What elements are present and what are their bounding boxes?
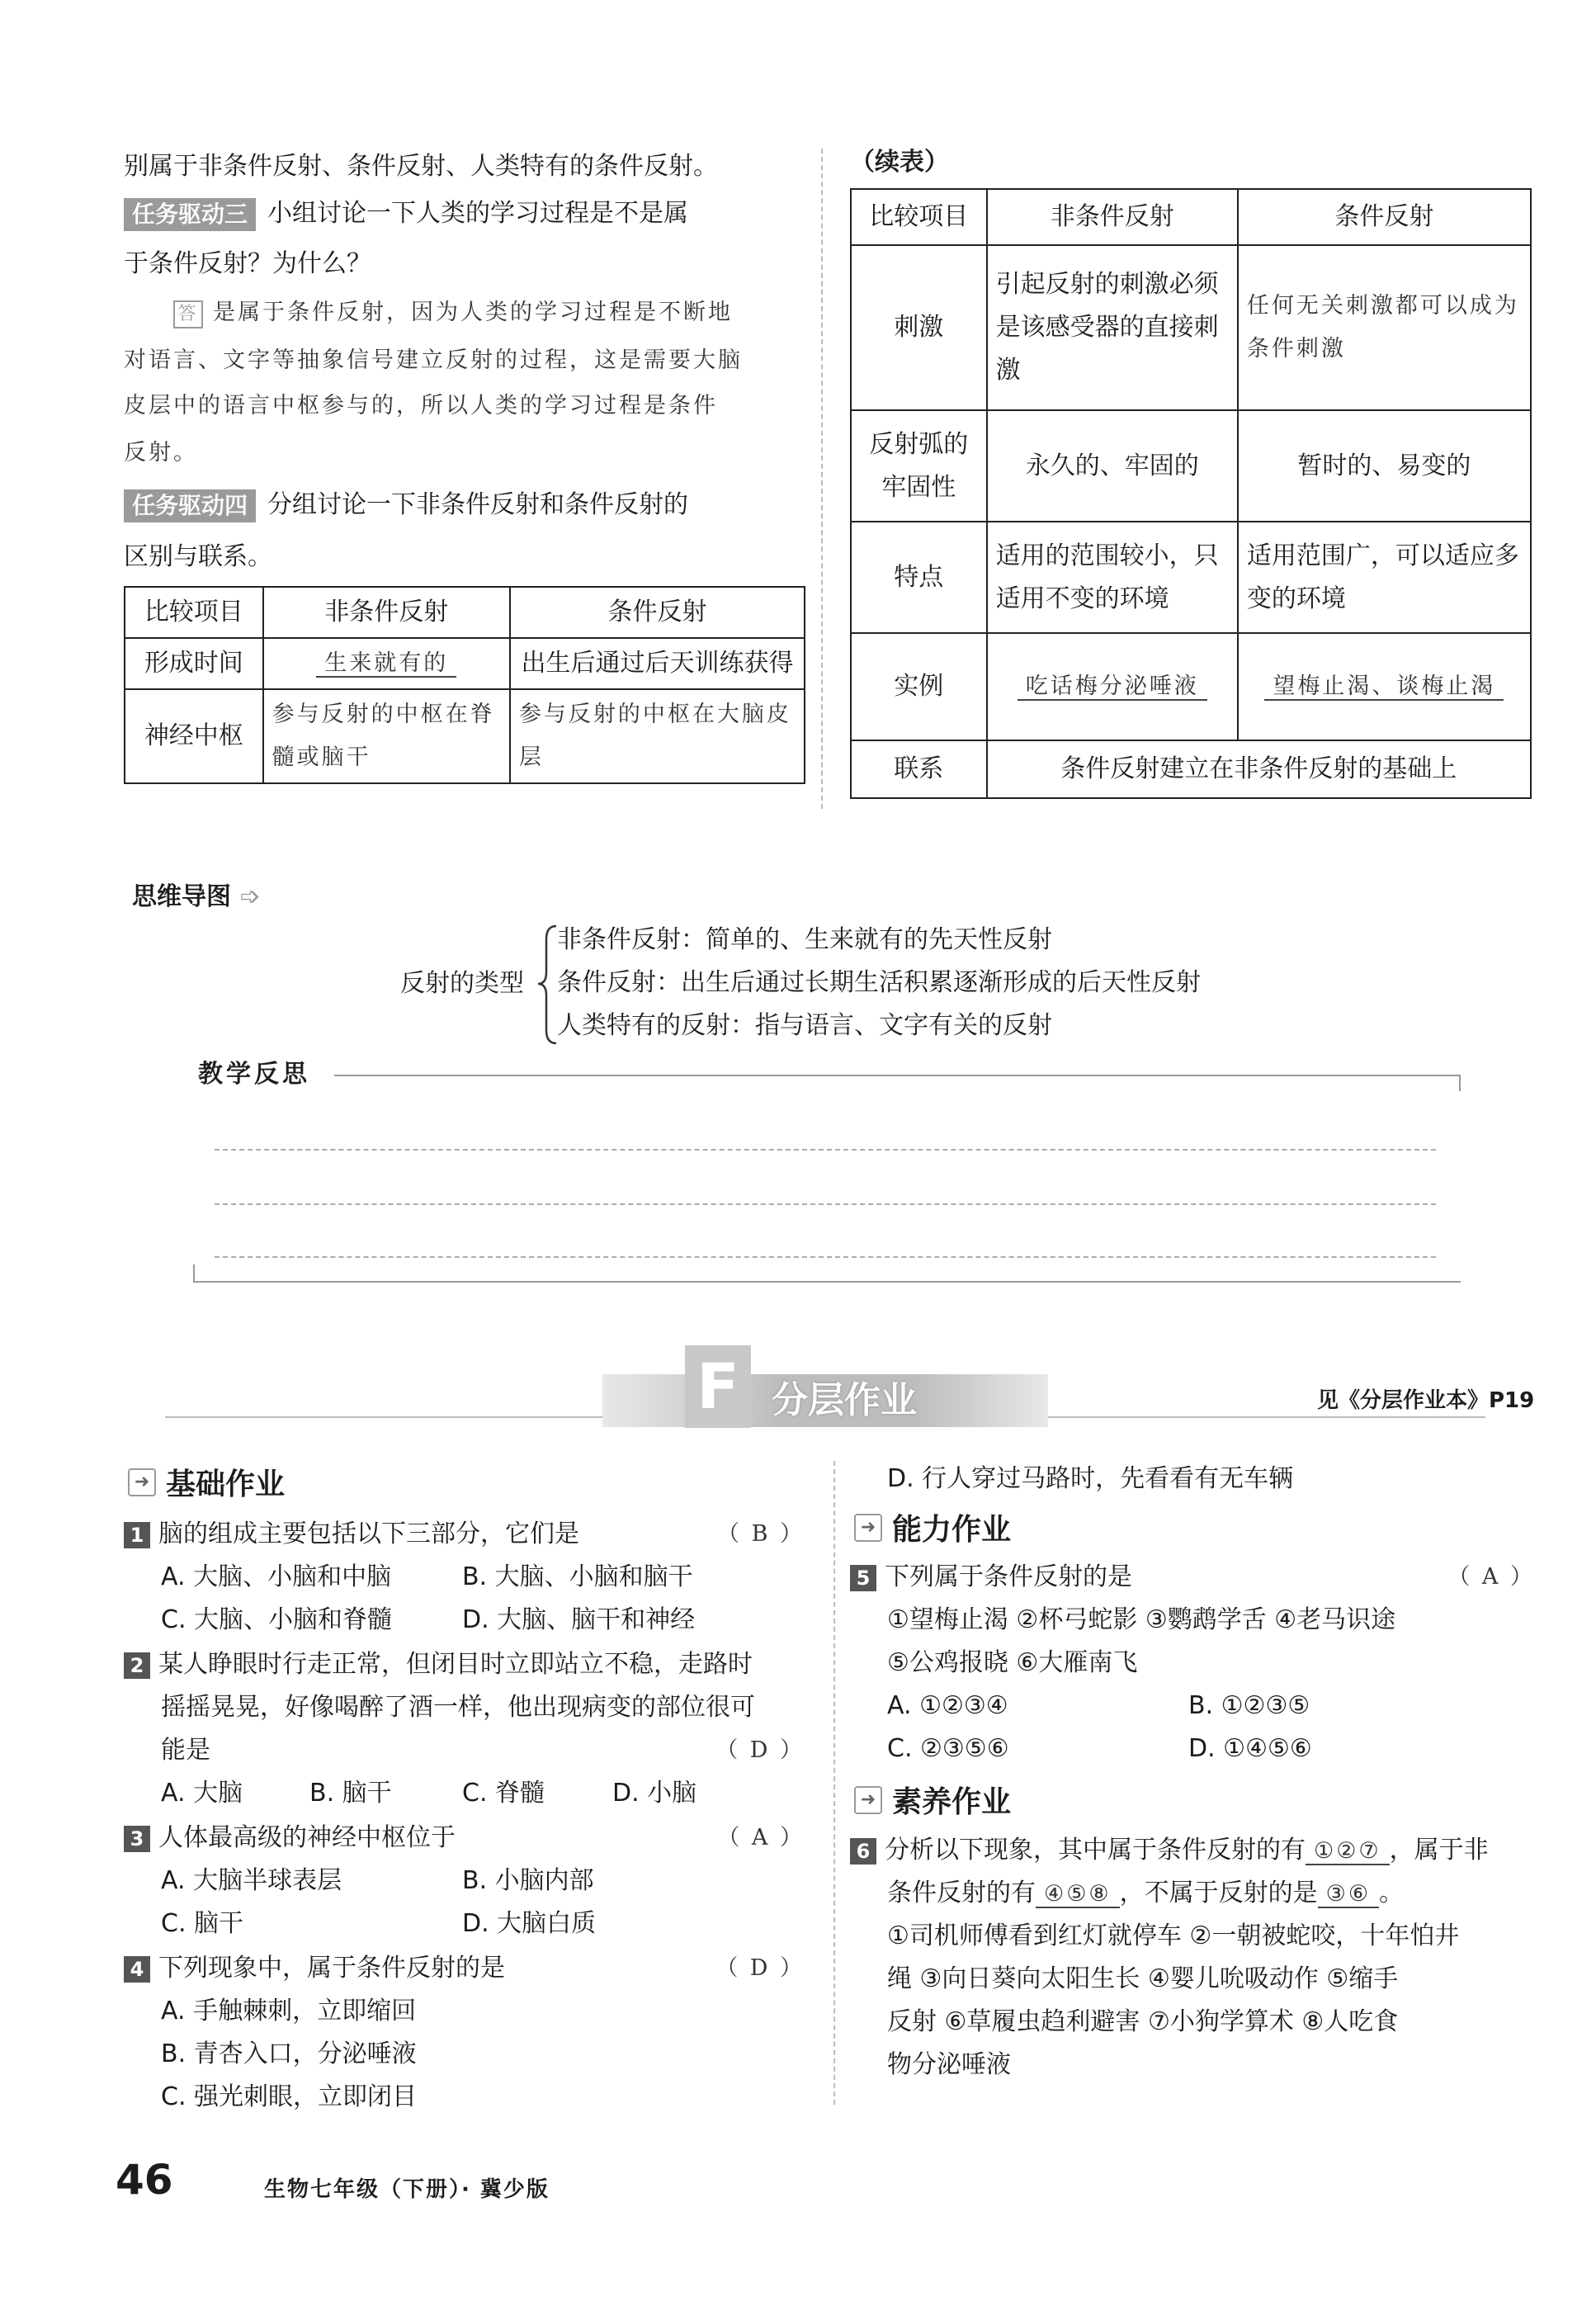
answer-blank: ④⑤⑧ — [1036, 1881, 1120, 1908]
task4-question: 任务驱动四 分组讨论一下非条件反射和条件反射的 — [124, 483, 688, 527]
option: A. 大脑半球表层 — [161, 1866, 342, 1895]
option: A. 手触棘刺，立即缩回 — [161, 1997, 417, 2025]
table-cell: 条件反射建立在非条件反射的基础上 — [987, 740, 1531, 798]
comparison-table-continued — [850, 188, 1532, 799]
answer-line: 答 是属于条件反射，因为人类的学习过程是不断地 — [173, 291, 733, 335]
section-literacy: ➜ 素养作业 — [854, 1779, 1011, 1821]
table-cell: 生来就有的 — [263, 638, 510, 689]
banner-reference: 见《分层作业本》P19 — [1317, 1388, 1535, 1413]
column-divider — [833, 1461, 835, 2105]
reflection-corner — [1459, 1075, 1461, 1091]
option: C. 脊髓 — [462, 1779, 545, 1808]
reflection-top-rule — [334, 1075, 1461, 1076]
table-header: 非条件反射 — [987, 189, 1238, 245]
question-text: 物分泌唾液 — [887, 2050, 1011, 2079]
question-1: 1 脑的组成主要包括以下三部分，它们是 （ B ） — [124, 1512, 805, 1557]
banner-title: 分层作业 — [772, 1379, 917, 1421]
arrow-icon: ➩ — [239, 882, 261, 911]
option: A. ①②③④ — [887, 1691, 1008, 1720]
book-title: 生物七年级（下册）· 冀少版 — [264, 2177, 550, 2202]
table-header: 非条件反射 — [263, 587, 510, 638]
reflection-corner — [193, 1264, 195, 1281]
column-divider — [821, 149, 823, 809]
reflection-title: 教学反思 — [198, 1060, 310, 1089]
option: B. 青杏入口，分泌唾液 — [161, 2039, 417, 2068]
task-tag: 任务驱动三 — [124, 198, 256, 231]
table-header: 比较项目 — [125, 587, 263, 638]
text-line: 区别与联系。 — [124, 542, 272, 571]
table-cell: 参与反射的中枢在大脑皮层 — [510, 689, 805, 783]
table-cell: 任何无关刺激都可以成为条件刺激 — [1238, 245, 1531, 410]
option: C. 大脑、小脑和脊髓 — [161, 1605, 393, 1634]
mindmap-branch: 人类特有的反射：指与语言、文字有关的反射 — [557, 1011, 1052, 1040]
question-5: 5 下列属于条件反射的是 （ A ） — [850, 1555, 1535, 1600]
option: B. 脑干 — [309, 1779, 392, 1808]
reflection-line — [215, 1203, 1436, 1205]
question-4: 4 下列现象中，属于条件反射的是 （ D ） — [124, 1946, 805, 1991]
table-caption: （续表） — [850, 148, 949, 177]
question-text: 反射 ⑥草履虫趋利避害 ⑦小狗学算术 ⑧人吃食 — [887, 2007, 1399, 2036]
table-cell: 永久的、牢固的 — [987, 410, 1238, 522]
table-cell: 吃话梅分泌唾液 — [987, 633, 1238, 740]
option: D. 大脑白质 — [462, 1909, 597, 1938]
mindmap-root: 反射的类型 — [400, 969, 524, 998]
mindmap-branch: 条件反射：出生后通过长期生活积累逐渐形成的后天性反射 — [557, 968, 1201, 997]
answer-line: 对语言、文字等抽象信号建立反射的过程，这是需要大脑 — [124, 347, 743, 373]
question-text: ①司机师傅看到红灯就停车 ②一朝被蛇咬，十年怕井 — [887, 1921, 1460, 1950]
table-cell: 望梅止渴、谈梅止渴 — [1238, 633, 1531, 740]
question-3: 3 人体最高级的神经中枢位于 （ A ） — [124, 1816, 805, 1860]
table-cell: 引起反射的刺激必须是该感受器的直接刺激 — [987, 245, 1238, 410]
reflection-bottom-rule — [193, 1281, 1461, 1283]
option: C. 脑干 — [161, 1909, 244, 1938]
option: C. 强光刺眼，立即闭目 — [161, 2082, 418, 2111]
text-line: 于条件反射？为什么？ — [124, 249, 371, 278]
table-cell: 神经中枢 — [125, 689, 263, 783]
table-cell: 参与反射的中枢在脊髓或脑干 — [263, 689, 510, 783]
mindmap-branch: 非条件反射：简单的、生来就有的先天性反射 — [557, 925, 1052, 954]
mindmap-title: 思维导图 ➩ — [132, 882, 261, 911]
task3-question: 任务驱动三 小组讨论一下人类的学习过程是不是属 — [124, 191, 688, 236]
answer-line: 反射。 — [124, 440, 198, 466]
table-cell: 出生后通过后天训练获得 — [510, 638, 805, 689]
question-6: 6 分析以下现象，其中属于条件反射的有 ①②⑦ ，属于非 — [850, 1828, 1489, 1874]
table-cell: 实例 — [851, 633, 987, 740]
reflection-line — [215, 1256, 1436, 1258]
question-text: 绳 ③向日葵向太阳生长 ④婴儿吮吸动作 ⑤缩手 — [887, 1964, 1399, 1993]
table-cell: 适用范围广，可以适应多变的环境 — [1238, 522, 1531, 633]
question-items: ⑤公鸡报晓 ⑥大雁南飞 — [887, 1648, 1138, 1677]
table-header: 条件反射 — [1238, 189, 1531, 245]
comparison-table — [124, 586, 805, 784]
arrow-icon: ➜ — [128, 1468, 156, 1496]
reflection-line — [215, 1149, 1436, 1151]
option: B. ①②③⑤ — [1188, 1691, 1310, 1720]
option: B. 小脑内部 — [462, 1866, 594, 1895]
arrow-icon: ➜ — [854, 1514, 882, 1542]
option: D. 大脑、脑干和神经 — [462, 1605, 696, 1634]
question-text: 能是 （ D ） — [161, 1736, 805, 1765]
question-text: 条件反射的有 ④⑤⑧ ，不属于反射的是 ③⑥ 。 — [887, 1879, 1405, 1907]
table-cell: 暂时的、易变的 — [1238, 410, 1531, 522]
answer-blank: ①②⑦ — [1306, 1838, 1390, 1865]
question-items: ①望梅止渴 ②杯弓蛇影 ③鹦鹉学舌 ④老马识途 — [887, 1605, 1396, 1634]
option: D. ①④⑤⑥ — [1188, 1734, 1312, 1763]
arrow-icon: ➜ — [854, 1786, 882, 1814]
question-2: 2 某人睁眼时行走正常，但闭目时立即站立不稳，走路时 — [124, 1642, 753, 1687]
option: D. 行人穿过马路时，先看看有无车辆 — [887, 1464, 1294, 1493]
option: B. 大脑、小脑和脑干 — [462, 1562, 693, 1591]
question-text: 摇摇晃晃，好像喝醉了酒一样，他出现病变的部位很可 — [161, 1693, 755, 1722]
answer-line: 皮层中的语言中枢参与的，所以人类的学习过程是条件 — [124, 393, 718, 418]
table-header: 比较项目 — [851, 189, 987, 245]
page-number: 46 — [116, 2156, 173, 2204]
option: A. 大脑 — [161, 1779, 243, 1808]
option: A. 大脑、小脑和中脑 — [161, 1562, 392, 1591]
table-header: 条件反射 — [510, 587, 805, 638]
table-cell: 适用的范围较小，只适用不变的环境 — [987, 522, 1238, 633]
table-cell: 刺激 — [851, 245, 987, 410]
section-ability: ➜ 能力作业 — [854, 1506, 1011, 1548]
table-cell: 联系 — [851, 740, 987, 798]
answer-mark: 答 — [173, 300, 203, 328]
table-cell: 反射弧的牢固性 — [851, 410, 987, 522]
section-basic: ➜ 基础作业 — [128, 1461, 285, 1503]
table-cell: 特点 — [851, 522, 987, 633]
option: C. ②③⑤⑥ — [887, 1734, 1009, 1763]
answer-blank: ③⑥ — [1318, 1881, 1379, 1908]
banner-letter-icon: F — [685, 1345, 751, 1428]
table-cell: 形成时间 — [125, 638, 263, 689]
task-tag: 任务驱动四 — [124, 489, 256, 522]
text-line: 别属于非条件反射、条件反射、人类特有的条件反射。 — [124, 152, 718, 181]
option: D. 小脑 — [612, 1779, 697, 1808]
